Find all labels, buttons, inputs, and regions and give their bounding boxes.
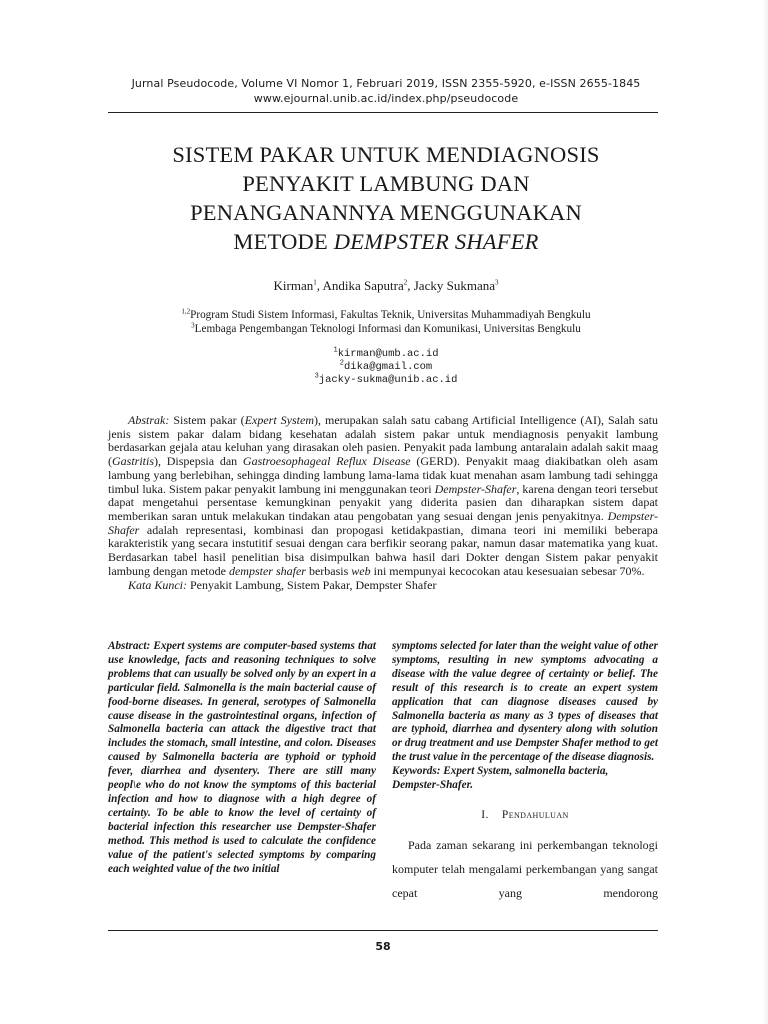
affiliation-sup: 3 [191,321,195,330]
author-name: Jacky Sukmana [413,278,495,293]
abstrak-text: ), Dispepsia dan [154,454,243,469]
affiliation-text: Lembaga Pengembangan Teknologi Informasi dan Komunikasi, Universitas Bengkulu [194,323,581,335]
abstrak-text: ), merupakan salah satu cabang Artificial Intelligence (AI), Salah satu jenis sistem pakar dalam bidang kesehatan adalah sistem pakar untuk mendiagnosis penyakit lambung berdasarkan gejala atau keluhan yang dirasakan oleh pasien. Penyakit pada lambung antaralain adalah sakit maag ( [108,413,658,469]
abstrak-text: adalah representasi, kombinasi dan propogasi ketidakpastian, dimana teori ini memiliki beberapa karakteristik yang secara instutitif sesuai dengan cara berfikir seorang pakar, namun dasar matematika yang kuat. Berdasarkan tabel hasil penelitian bisa disimpulkan bahwa hasil dari Dokter dengan Sistem pakar penyakit lambung dengan metode [108,522,658,578]
affiliation-item [108,308,664,322]
abstrak-text: , karena dengan teori tersebut dapat mengetahui persentase kemungkinan penyakit yang diderita pasien dan diharapkan sistem dapat memberikan saran untuk melakukan tindakan atau pengobatan yang sesuai dengan jenis penyakitnya. [108,481,658,523]
title-line-2: PENYAKIT LAMBUNG DAN [242,171,530,196]
footer-divider [108,930,658,931]
title-line-4-italic: DEMPSTER SHAFER [333,229,539,254]
author-sup: 1 [313,278,317,287]
abstrak-paragraph [108,414,658,578]
affiliation-text: Program Studi Sistem Informasi, Fakultas Teknik, Universitas Muhammadiyah Bengkulu [190,309,591,321]
author-name: Andika Saputra [322,278,404,293]
abstrak-text: berbasis [305,563,352,578]
abstract-en-continued: symptoms selected for later than the weight value of other symptoms, resulting in new symptoms advocating a disease with the value degree of certainty or belief. The result of this research is to create an expert system application that can diagnose diseases caused by Salmonella bacteria as many as 3 types of diseases that are typhoid, diarrhea and dysentery along with solution or drug treatment and use Dempster Shafer method to get the trust value in the percentage of the disease diagnosis. [392,640,658,764]
author-list: Kirman$^1$, Andika Saputra$^2$, Jacky Sukmana$^3$ [273,278,499,293]
email-list [108,348,664,387]
title-line-1: SISTEM PAKAR UNTUK MENDIAGNOSIS [172,142,600,167]
email-link[interactable]: kirman@umb.ac.id [337,348,439,360]
journal-citation: Jurnal Pseudocode, Volume VI Nomor 1, Februari 2019, ISSN 2355-5920, e-ISSN 2655-1845 [131,77,641,90]
keywords-en: Keywords: Expert System, salmonella bacteria, Dempster-Shafer. [392,765,609,792]
email-item [108,348,664,361]
email-link[interactable]: dika@gmail.com [343,361,433,373]
abstrak-text: Sistem pakar ( [169,413,245,427]
abstrak-text: (GERD). Penyakit maag diakibatkan oleh asam lambung yang berlebihan, sehingga dinding lambung lama-lama tidak kuat menahan asam lambung tadi sehingga timbul luka. Sistem pakar penyakit lambung ini menggunakan teori [108,454,658,496]
page-number: 58 [375,940,391,953]
email-sup: 3 [314,372,319,381]
abstrak-text: ini mempunyai kecocokan atau kesesuaian sebesar 70%. [370,563,645,578]
header-divider [108,112,658,113]
journal-url[interactable]: www.ejournal.unib.ac.id/index.php/pseudocode [253,92,519,105]
abstract-en-left-column: Abstract: Expert systems are computer-based systems that use knowledge, facts and reasoning techniques to solve problems that can usually be solved only by an expert in a particular field. Salmonella is the main bacterial cause of food-borne diseases. In general, serotypes of Salmonella cause disease in the gastrointestinal organs, infection of Salmonella bacteria can attack the digestive tract that includes the stomach, small intestine, and colon. Diseases caused by Salmonella bacteria are typhoid or typhoid fever, diarrhea and dysentery. There are still many peopl\e who do not know the symptoms of this bacterial infection and how to diagnose with a high degree of certainty. To be able to know the level of certainty of bacterial infection this researcher use Dempster-Shafer method. This method is used to calculate the confidence value of the patient's selected symptoms by comparing each weighted value of the two initial [108,640,376,875]
right-column [392,640,658,905]
section-heading [392,809,658,823]
paper-title [108,140,664,256]
email-item [108,374,664,387]
abstrak-term: web [351,563,371,578]
section-title: Pendahuluan [501,808,569,821]
affiliation-list [108,308,664,336]
section-number: I. [481,808,489,821]
title-line-4 [108,227,664,256]
affiliation-item [108,322,664,336]
author-sup: 3 [494,278,499,287]
scan-edge-shadow [762,0,768,1024]
kata-kunci-label: Kata Kunci: [128,578,187,593]
abstrak-term: Expert System [244,413,315,427]
email-item [108,361,664,374]
email-sup: 2 [339,359,344,368]
email-sup: 1 [333,346,338,355]
abstrak-term: Gastritis [112,454,155,469]
author-sup: 2 [403,278,408,287]
kata-kunci-text: Penyakit Lambung, Sistem Pakar, Dempster Shafer [187,578,437,593]
affiliation-sup: 1,2 [181,307,191,316]
journal-header [108,76,664,106]
abstrak-term: dempster shafer [228,563,306,578]
author-name: Kirman [273,278,314,293]
title-line-4-prefix: METODE [233,229,334,254]
intro-paragraph: Pada zaman sekarang ini perkembangan teknologi komputer telah mengalami perkembangan yang sangat cepat yang mendorong [392,837,658,900]
abstrak-term: Dempster-Shafer [434,481,517,496]
abstrak-section [108,414,658,592]
title-line-3: PENANGANANNYA MENGGUNAKAN [190,200,582,225]
abstrak-label: Abstrak: [128,413,170,427]
abstrak-term: Gastroesophageal Reflux Disease [242,454,411,469]
abstrak-term: Dempster-Shafer [108,508,658,537]
kata-kunci [108,578,658,592]
email-link[interactable]: jacky-sukma@unib.ac.id [318,374,458,386]
